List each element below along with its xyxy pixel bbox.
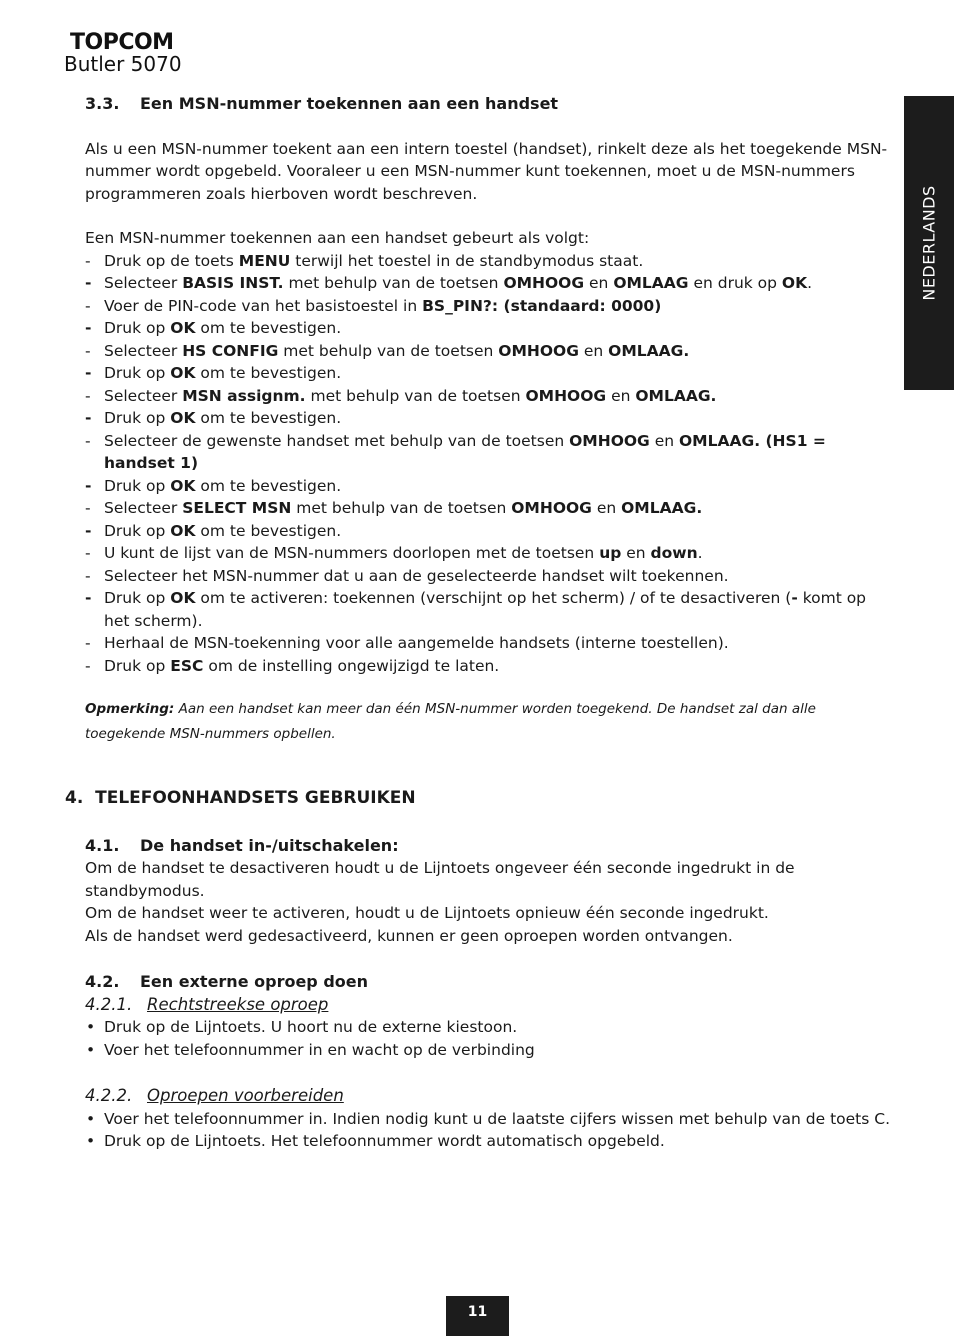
step-item	[85, 362, 893, 385]
steps-list	[85, 250, 893, 678]
step-item	[85, 587, 893, 632]
step-keyword: OK	[170, 409, 196, 427]
step-item	[85, 542, 893, 565]
chapter-4-heading	[65, 787, 893, 810]
step-text: met behulp van de toetsen	[283, 274, 504, 292]
language-tab	[904, 96, 954, 390]
paragraph: Om de handset te desactiveren houdt u de Lijntoets ongeveer één seconde ingedrukt in de standbymodus.	[85, 859, 795, 900]
step-text: Selecteer de gewenste handset met behulp van de toetsen	[104, 431, 570, 450]
page-number: 11	[446, 1296, 509, 1336]
list-item	[85, 1130, 893, 1153]
list-item	[85, 1016, 893, 1039]
dash-marker: -	[85, 341, 91, 360]
step-text: met behulp van de toetsen	[305, 386, 526, 405]
step-keyword: OMLAAG.	[635, 386, 717, 405]
step-text: en	[606, 386, 636, 405]
dash-marker: -	[85, 296, 91, 315]
step-text: Druk op	[104, 521, 171, 540]
list-item	[85, 1039, 893, 1062]
step-text: terwijl het toestel in de standbymodus staat.	[290, 251, 644, 270]
step-text: Selecteer	[104, 386, 183, 405]
step-item	[85, 295, 893, 318]
step-text: om te bevestigen.	[195, 364, 342, 382]
step-text: Druk op de toets	[104, 251, 239, 270]
chapter-number: 4.	[65, 788, 84, 808]
section-number: 4.2.	[85, 972, 120, 991]
step-text: .	[807, 274, 813, 292]
note-label: Opmerking:	[85, 701, 175, 717]
step-item	[85, 317, 893, 340]
list-item-text: Voer het telefoonnummer in. Indien nodig kunt u de laatste cijfers wissen met behulp van de toets C.	[104, 1109, 891, 1128]
step-keyword: OK	[170, 364, 196, 382]
bullet-icon: •	[86, 1018, 96, 1036]
page-content	[65, 93, 893, 1153]
step-text: .	[697, 544, 703, 562]
section-4-1-heading	[85, 835, 893, 858]
step-keyword: ESC	[170, 656, 204, 675]
step-text: om te bevestigen.	[195, 521, 342, 540]
step-item	[85, 655, 893, 678]
bullet-list	[85, 1016, 893, 1061]
step-item	[85, 632, 893, 655]
step-keyword: BASIS INST.	[182, 274, 284, 292]
step-text: Voer de PIN-code van het basistoestel in	[104, 296, 423, 315]
step-text: en	[621, 544, 651, 562]
step-keyword: OK	[781, 274, 808, 292]
step-text: Selecteer	[104, 274, 183, 292]
step-item	[85, 385, 893, 408]
paragraph: Om de handset weer te activeren, houdt u de Lijntoets opnieuw één seconde ingedrukt.	[85, 904, 769, 922]
step-keyword: MSN assignm.	[182, 386, 306, 405]
step-text: en druk op	[688, 274, 782, 292]
list-item-text: Druk op de Lijntoets. U hoort nu de externe kiestoon.	[104, 1018, 518, 1036]
step-keyword: OMLAAG.	[621, 499, 703, 517]
intro-paragraph: Als u een MSN-nummer toekent aan een intern toestel (handset), rinkelt deze als het toegekende MSN-nummer wordt opgebeld. Vooraleer u een MSN-nummer kunt toekennen, moet u de MSN-nummers programmeren zoals hierboven wordt beschreven.	[85, 139, 888, 203]
step-text: U kunt de lijst van de MSN-nummers doorlopen met de toetsen	[104, 544, 600, 562]
dash-marker: -	[85, 499, 91, 517]
step-keyword: OMHOOG	[525, 386, 607, 405]
step-item	[85, 272, 893, 295]
dash-marker: -	[85, 589, 92, 607]
step-keyword: OK	[170, 521, 196, 540]
step-text: en	[584, 274, 614, 292]
dash-marker: -	[85, 634, 91, 652]
step-text: Druk op	[104, 409, 171, 427]
step-text: en	[649, 431, 679, 450]
section-3-3-heading	[85, 93, 893, 116]
subsection-title: Oproepen voorbereiden	[147, 1086, 344, 1105]
step-text: Selecteer	[104, 341, 183, 360]
step-item	[85, 497, 893, 520]
step-keyword: OK	[170, 589, 196, 607]
step-keyword: OMHOOG	[498, 341, 579, 360]
step-keyword: MENU	[238, 251, 291, 270]
bullet-icon: •	[86, 1040, 96, 1059]
note	[85, 697, 893, 747]
step-keyword: BS_PIN?: (standaard: 0000)	[422, 296, 662, 315]
step-text: Druk op	[104, 589, 171, 607]
step-keyword: OMHOOG	[503, 274, 585, 292]
list-item-text: Voer het telefoonnummer in en wacht op de verbinding	[104, 1040, 535, 1059]
step-item	[85, 475, 893, 498]
bullet-list	[85, 1108, 893, 1153]
subsection-number: 4.2.2.	[85, 1086, 133, 1105]
step-keyword: OMLAAG. (HS1 = handset 1)	[104, 431, 826, 472]
paragraph: Als de handset werd gedesactiveerd, kunnen er geen oproepen worden ontvangen.	[85, 926, 733, 945]
step-keyword: SELECT MSN	[182, 499, 292, 517]
step-text: om de instelling ongewijzigd te laten.	[203, 656, 500, 675]
dash-marker: -	[85, 274, 92, 292]
section-title: Een externe oproep doen	[140, 972, 369, 991]
step-text: om te bevestigen.	[195, 319, 342, 337]
step-keyword: OMLAAG.	[608, 341, 690, 360]
dash-marker: -	[85, 251, 91, 270]
bullet-icon: •	[86, 1109, 96, 1128]
step-keyword: OK	[170, 319, 196, 337]
step-keyword: -	[791, 589, 798, 607]
step-keyword: OMLAAG	[613, 274, 689, 292]
step-keyword: OK	[170, 476, 196, 495]
step-text: om te bevestigen.	[195, 476, 342, 495]
section-title: Een MSN-nummer toekennen aan een handset	[140, 94, 559, 113]
list-item-text: Druk op de Lijntoets. Het telefoonnummer wordt automatisch opgebeld.	[104, 1132, 665, 1150]
step-text: om te bevestigen.	[195, 409, 342, 427]
step-text: om te activeren: toekennen (verschijnt op het scherm) / of te desactiveren (	[195, 589, 792, 607]
step-keyword: down	[650, 544, 698, 562]
subsection-4-2-2-heading	[85, 1085, 893, 1108]
subsection-title: Rechtstreekse oproep	[147, 994, 329, 1014]
step-text: en	[578, 341, 609, 360]
step-item	[85, 565, 893, 588]
step-keyword: OMHOOG	[511, 499, 592, 517]
step-text: Druk op	[104, 656, 171, 675]
steps-lead: Een MSN-nummer toekennen aan een handset gebeurt als volgt:	[85, 229, 590, 247]
section-4-2-heading	[85, 971, 893, 994]
step-text: met behulp van de toetsen	[291, 499, 512, 517]
step-item	[85, 250, 893, 273]
model-name: Butler 5070	[64, 52, 182, 76]
step-text: Druk op	[104, 364, 171, 382]
step-text: Druk op	[104, 476, 171, 495]
step-text: met behulp van de toetsen	[278, 341, 499, 360]
dash-marker: -	[85, 364, 92, 382]
section-number: 3.3.	[85, 94, 120, 113]
step-keyword: OMHOOG	[569, 431, 650, 450]
list-item	[85, 1108, 893, 1131]
step-item	[85, 407, 893, 430]
step-item	[85, 340, 893, 363]
step-text: Herhaal de MSN-toekenning voor alle aangemelde handsets (interne toestellen).	[104, 634, 729, 652]
note-text: Aan een handset kan meer dan één MSN-nummer worden toegekend. De handset zal dan alle toegekende MSN-nummers opbellen.	[85, 701, 816, 742]
subsection-number: 4.2.1.	[85, 994, 133, 1014]
brand-logo: TOPCOM	[70, 30, 174, 55]
step-keyword: HS CONFIG	[182, 341, 279, 360]
step-text: Selecteer	[104, 499, 183, 517]
section-title: De handset in-/uitschakelen:	[140, 835, 399, 855]
chapter-title: TELEFOONHANDSETS GEBRUIKEN	[95, 788, 416, 808]
dash-marker: -	[85, 566, 91, 585]
step-item	[85, 520, 893, 543]
step-text: en	[591, 499, 622, 517]
dash-marker: -	[85, 544, 91, 562]
subsection-4-2-1-heading	[85, 994, 893, 1017]
step-item	[85, 430, 893, 475]
step-text: komt op het scherm).	[104, 589, 867, 630]
dash-marker: -	[85, 409, 92, 427]
dash-marker: -	[85, 656, 91, 675]
step-text: Selecteer het MSN-nummer dat u aan de geselecteerde handset wilt toekennen.	[104, 566, 729, 585]
bullet-icon: •	[86, 1132, 96, 1150]
section-number: 4.1.	[85, 835, 120, 855]
dash-marker: -	[85, 431, 91, 450]
step-text: Druk op	[104, 319, 171, 337]
dash-marker: -	[85, 319, 92, 337]
language-tab-label: NEDERLANDS	[919, 185, 939, 301]
dash-marker: -	[85, 386, 91, 405]
step-keyword: up	[599, 544, 622, 562]
dash-marker: -	[85, 521, 92, 540]
dash-marker: -	[85, 476, 92, 495]
